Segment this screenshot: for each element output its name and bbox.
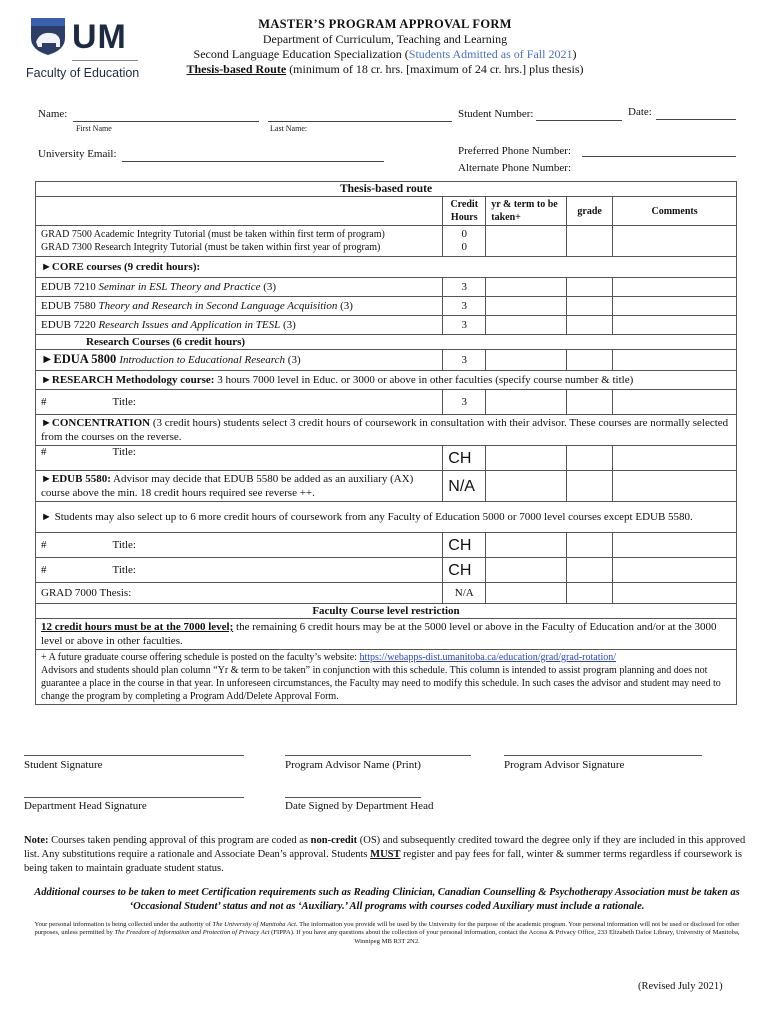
rm-credit: 3 xyxy=(443,390,486,415)
comments-input[interactable] xyxy=(613,350,737,371)
comments-input[interactable] xyxy=(613,583,737,604)
schedule-note: + A future graduate course offering schedule is posted on the faculty’s website: https://webapps-dist.umanitoba.ca/education/grad/grad-rotation/ Advisors and students should plan column “Yr & term to be taken” in conjunction with this schedule. This column is intended to assist program planning and does not guarantee a place in the course in that year. In unforeseen circumstances, the Faculty may need to modify this schedule. In such cases the advisor and student may need to change the program by completing a Program Add/Delete Approval Form. xyxy=(36,650,737,705)
note-paragraph: Note: Courses taken pending approval of this program are coded as non-credit (OS) and subsequently credited toward the degree only if they are included in this approved list. Any substitutions require a rationale and Associate Dean’s approval. Students MUST register and pay fees for fall, winter & summer terms regardless if coursework is being taken to maintain graduate student status. xyxy=(24,835,746,874)
student-signature-line[interactable] xyxy=(24,755,244,756)
logo-abbreviation: UM xyxy=(72,18,127,56)
concentration-heading: ►CONCENTRATION (3 credit hours) students select 3 credit hours of coursework in consultation with their advisor. These courses are normally selected from the courses on the reverse. xyxy=(36,415,737,446)
research-methodology-heading: ►RESEARCH Methodology course: 3 hours 7000 level in Educ. or 3000 or above in other faculties (specify course number & title) xyxy=(36,371,737,390)
core-heading: ►CORE courses (9 credit hours): xyxy=(36,257,737,278)
term-header: yr & term to be taken+ xyxy=(486,197,567,226)
elective-credit-1: CH xyxy=(443,533,486,558)
email-label: University Email: xyxy=(38,148,117,160)
grad7500-row: GRAD 7500 Academic Integrity Tutorial (must be taken within first term of program) xyxy=(41,229,385,240)
name-label: Name: xyxy=(38,108,68,120)
term-input[interactable] xyxy=(486,226,567,257)
student-number-field[interactable] xyxy=(536,120,622,121)
restriction-text: 12 credit hours must be at the 7000 level; the remaining 6 credit hours may be at the 5000 level or above in the Faculty of Education and/or at the 3000 level or above in other faculties. xyxy=(36,619,737,650)
term-input[interactable] xyxy=(486,583,567,604)
grad7300-row: GRAD 7300 Research Integrity Tutorial (must be taken within first year of program) xyxy=(41,242,381,253)
grade-input[interactable] xyxy=(567,446,613,471)
term-input[interactable] xyxy=(486,558,567,583)
edub5580-credit: N/A xyxy=(443,471,486,502)
form-title: MASTER’S PROGRAM APPROVAL FORM xyxy=(258,17,512,31)
comments-input[interactable] xyxy=(613,446,737,471)
term-input[interactable] xyxy=(486,533,567,558)
elective-row-2[interactable]: # Title: xyxy=(36,558,443,583)
route-line: Thesis-based Route (minimum of 18 cr. hrs. [maximum of 24 cr. hrs.] plus thesis) xyxy=(186,62,584,76)
term-input[interactable] xyxy=(486,446,567,471)
grad-tutorials xyxy=(36,226,443,257)
preferred-phone-field[interactable] xyxy=(582,156,736,157)
student-number-label: Student Number: xyxy=(458,108,534,120)
thesis-credit: N/A xyxy=(443,583,486,604)
concentration-row[interactable]: # Title: xyxy=(36,446,443,471)
core-credit-2: 3 xyxy=(443,297,486,316)
specialization-line: Second Language Education Specialization (Students Admitted as of Fall 2021) xyxy=(193,47,577,61)
logo-faculty: Faculty of Education xyxy=(26,66,140,80)
grad-credits: 0 0 xyxy=(443,226,486,257)
date-field[interactable] xyxy=(656,119,736,120)
credit-hours-header: Credit Hours xyxy=(443,197,486,226)
term-input[interactable] xyxy=(486,350,567,371)
email-field[interactable] xyxy=(122,161,384,162)
edub5580-row: ►EDUB 5580: Advisor may decide that EDUB 5580 be added as an auxiliary (AX) course above the min. 18 credit hours required see reverse ++. xyxy=(36,471,443,502)
extra-electives-heading: ► Students may also select up to 6 more credit hours of coursework from any Faculty of Education 5000 or 7000 level courses except EDUB 5580. xyxy=(36,502,737,533)
core-credit-1: 3 xyxy=(443,278,486,297)
advisor-name-line[interactable] xyxy=(285,755,471,756)
privacy-notice: Your personal information is being collected under the authority of The University of Manitoba Act. The information you provide will be used by the University for the purpose of the academic program. Your personal information will not be used or disclosed for other purposes, unless permitted by The Freedom of Information and Protection of Privacy Act (FIPPA). If you have any questions about the collection of your personal information, contact the Access & Privacy Office, 233 Elizabeth Dafoe Library, University of Manitoba, Winnipeg MB R3T 2N2. xyxy=(34,921,740,945)
table-title: Thesis-based route xyxy=(36,182,737,197)
grade-input[interactable] xyxy=(567,278,613,297)
department-line: Department of Curriculum, Teaching and Learning xyxy=(262,32,508,46)
first-name-field[interactable] xyxy=(73,121,259,122)
grade-input[interactable] xyxy=(567,226,613,257)
core-course-2: EDUB 7580 Theory and Research in Second Language Acquisition (3) xyxy=(36,297,443,316)
grade-input[interactable] xyxy=(567,558,613,583)
advisor-signature-label: Program Advisor Signature xyxy=(504,759,625,771)
bison-shield-icon xyxy=(28,14,68,56)
comments-input[interactable] xyxy=(613,278,737,297)
date-signed-label: Date Signed by Department Head xyxy=(285,800,434,812)
preferred-phone-label: Preferred Phone Number: xyxy=(458,145,572,157)
dept-head-signature-line[interactable] xyxy=(24,797,244,798)
core-course-3: EDUB 7220 Research Issues and Application in TESL (3) xyxy=(36,316,443,335)
comments-input[interactable] xyxy=(613,558,737,583)
grade-input[interactable] xyxy=(567,350,613,371)
last-name-field[interactable] xyxy=(268,121,452,122)
comments-input[interactable] xyxy=(613,533,737,558)
term-input[interactable] xyxy=(486,278,567,297)
grade-input[interactable] xyxy=(567,316,613,335)
elective-credit-2: CH xyxy=(443,558,486,583)
term-input[interactable] xyxy=(486,316,567,335)
grade-input[interactable] xyxy=(567,583,613,604)
core-course-1: EDUB 7210 Seminar in ESL Theory and Practice (3) xyxy=(36,278,443,297)
grad-rotation-link[interactable]: https://webapps-dist.umanitoba.ca/education/grad/grad-rotation/ xyxy=(359,652,617,663)
grade-input[interactable] xyxy=(567,390,613,415)
restriction-heading: Faculty Course level restriction xyxy=(36,604,737,619)
admission-term: Students Admitted as of Fall 2021 xyxy=(408,47,573,61)
logo-rule xyxy=(72,60,138,61)
form-header xyxy=(150,17,620,77)
date-signed-line[interactable] xyxy=(285,797,421,798)
grade-input[interactable] xyxy=(567,297,613,316)
term-input[interactable] xyxy=(486,297,567,316)
last-name-caption: Last Name: xyxy=(270,124,308,133)
core-credit-3: 3 xyxy=(443,316,486,335)
edua-course: ►EDUA 5800 Introduction to Educational Research (3) xyxy=(36,350,443,371)
elective-row-1[interactable]: # Title: xyxy=(36,533,443,558)
research-courses-heading: Research Courses (6 credit hours) xyxy=(36,335,737,350)
grade-input[interactable] xyxy=(567,533,613,558)
term-input[interactable] xyxy=(486,471,567,502)
comments-input[interactable] xyxy=(613,390,737,415)
additional-courses-note: Additional courses to be taken to meet Certification requirements such as Reading Clinician, Canadian Counselling & Psychotherapy Association must be taken as ‘Occasional Student’ status and not as ‘Auxiliary.’ All programs with courses coded Auxiliary must include a rationale. xyxy=(34,887,740,912)
first-name-caption: First Name xyxy=(76,124,112,133)
grade-input[interactable] xyxy=(567,471,613,502)
dept-head-signature-label: Department Head Signature xyxy=(24,800,147,812)
comments-input[interactable] xyxy=(613,316,737,335)
revised-date: (Revised July 2021) xyxy=(638,981,723,992)
student-signature-label: Student Signature xyxy=(24,759,103,771)
research-methodology-row[interactable]: # Title: xyxy=(36,390,443,415)
university-logo xyxy=(22,8,142,84)
edua-credit: 3 xyxy=(443,350,486,371)
date-label: Date: xyxy=(628,106,652,118)
comments-header: Comments xyxy=(613,197,737,226)
alternate-phone-label: Alternate Phone Number: xyxy=(458,162,572,174)
concentration-credit: CH xyxy=(443,446,486,471)
advisor-name-label: Program Advisor Name (Print) xyxy=(285,759,421,771)
grade-header: grade xyxy=(567,197,613,226)
comments-input[interactable] xyxy=(613,297,737,316)
term-input[interactable] xyxy=(486,390,567,415)
course-table xyxy=(35,181,737,705)
comments-input[interactable] xyxy=(613,226,737,257)
advisor-signature-line[interactable] xyxy=(504,755,702,756)
comments-input[interactable] xyxy=(613,471,737,502)
thesis-row: GRAD 7000 Thesis: xyxy=(36,583,443,604)
